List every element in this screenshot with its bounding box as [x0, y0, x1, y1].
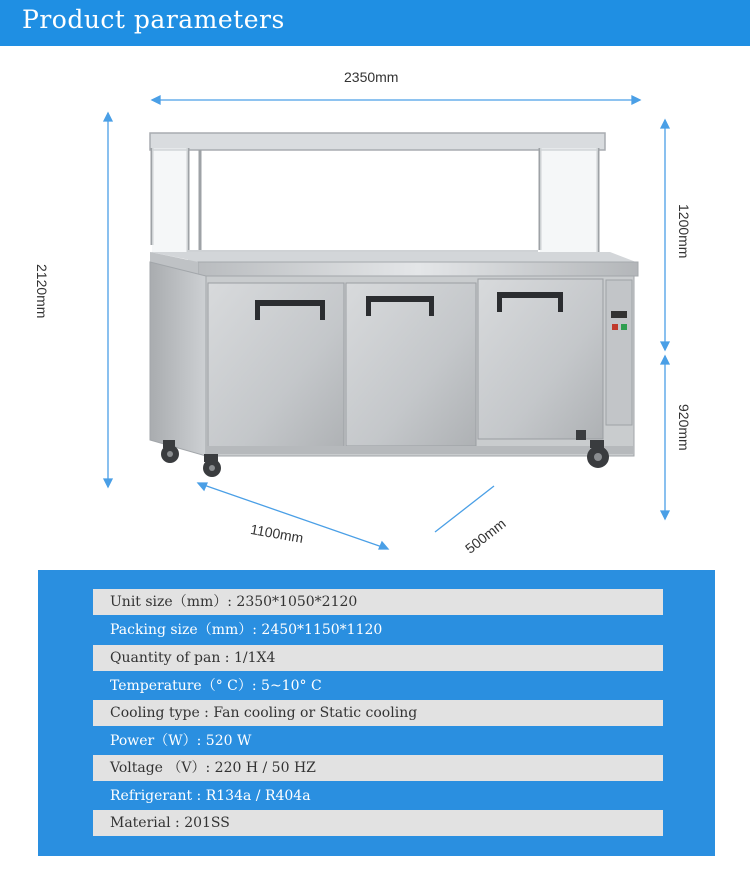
dimension-bottom-height-label: 920mm — [676, 404, 692, 451]
spec-packing-size: Packing size（mm）: 2450*1150*1120 — [93, 617, 663, 643]
spec-pan-quantity: Quantity of pan : 1/1X4 — [93, 645, 663, 671]
dimension-side-depth-label: 1100mm — [249, 521, 305, 547]
refrigerator-illustration — [0, 46, 750, 568]
spec-refrigerant: Refrigerant : R134a / R404a — [93, 783, 663, 809]
page-title: Product parameters — [22, 5, 285, 34]
dimension-width-label: 2350mm — [344, 69, 399, 85]
spec-material: Material : 201SS — [93, 810, 663, 836]
spec-power: Power（W）: 520 W — [93, 728, 663, 754]
spec-table — [38, 570, 715, 856]
product-figure — [0, 46, 750, 568]
spec-unit-size: Unit size（mm）: 2350*1050*2120 — [93, 589, 663, 615]
spec-voltage: Voltage （V）: 220 H / 50 HZ — [93, 755, 663, 781]
dimension-top-height-label: 1200mm — [676, 204, 692, 259]
spec-temperature: Temperature（° C）: 5~10° C — [93, 673, 663, 699]
dimension-total-height-label: 2120mm — [34, 264, 50, 319]
dimension-front-depth-label: 500mm — [462, 515, 509, 557]
spec-cooling-type: Cooling type : Fan cooling or Static cooling — [93, 700, 663, 726]
page-header — [0, 0, 750, 46]
